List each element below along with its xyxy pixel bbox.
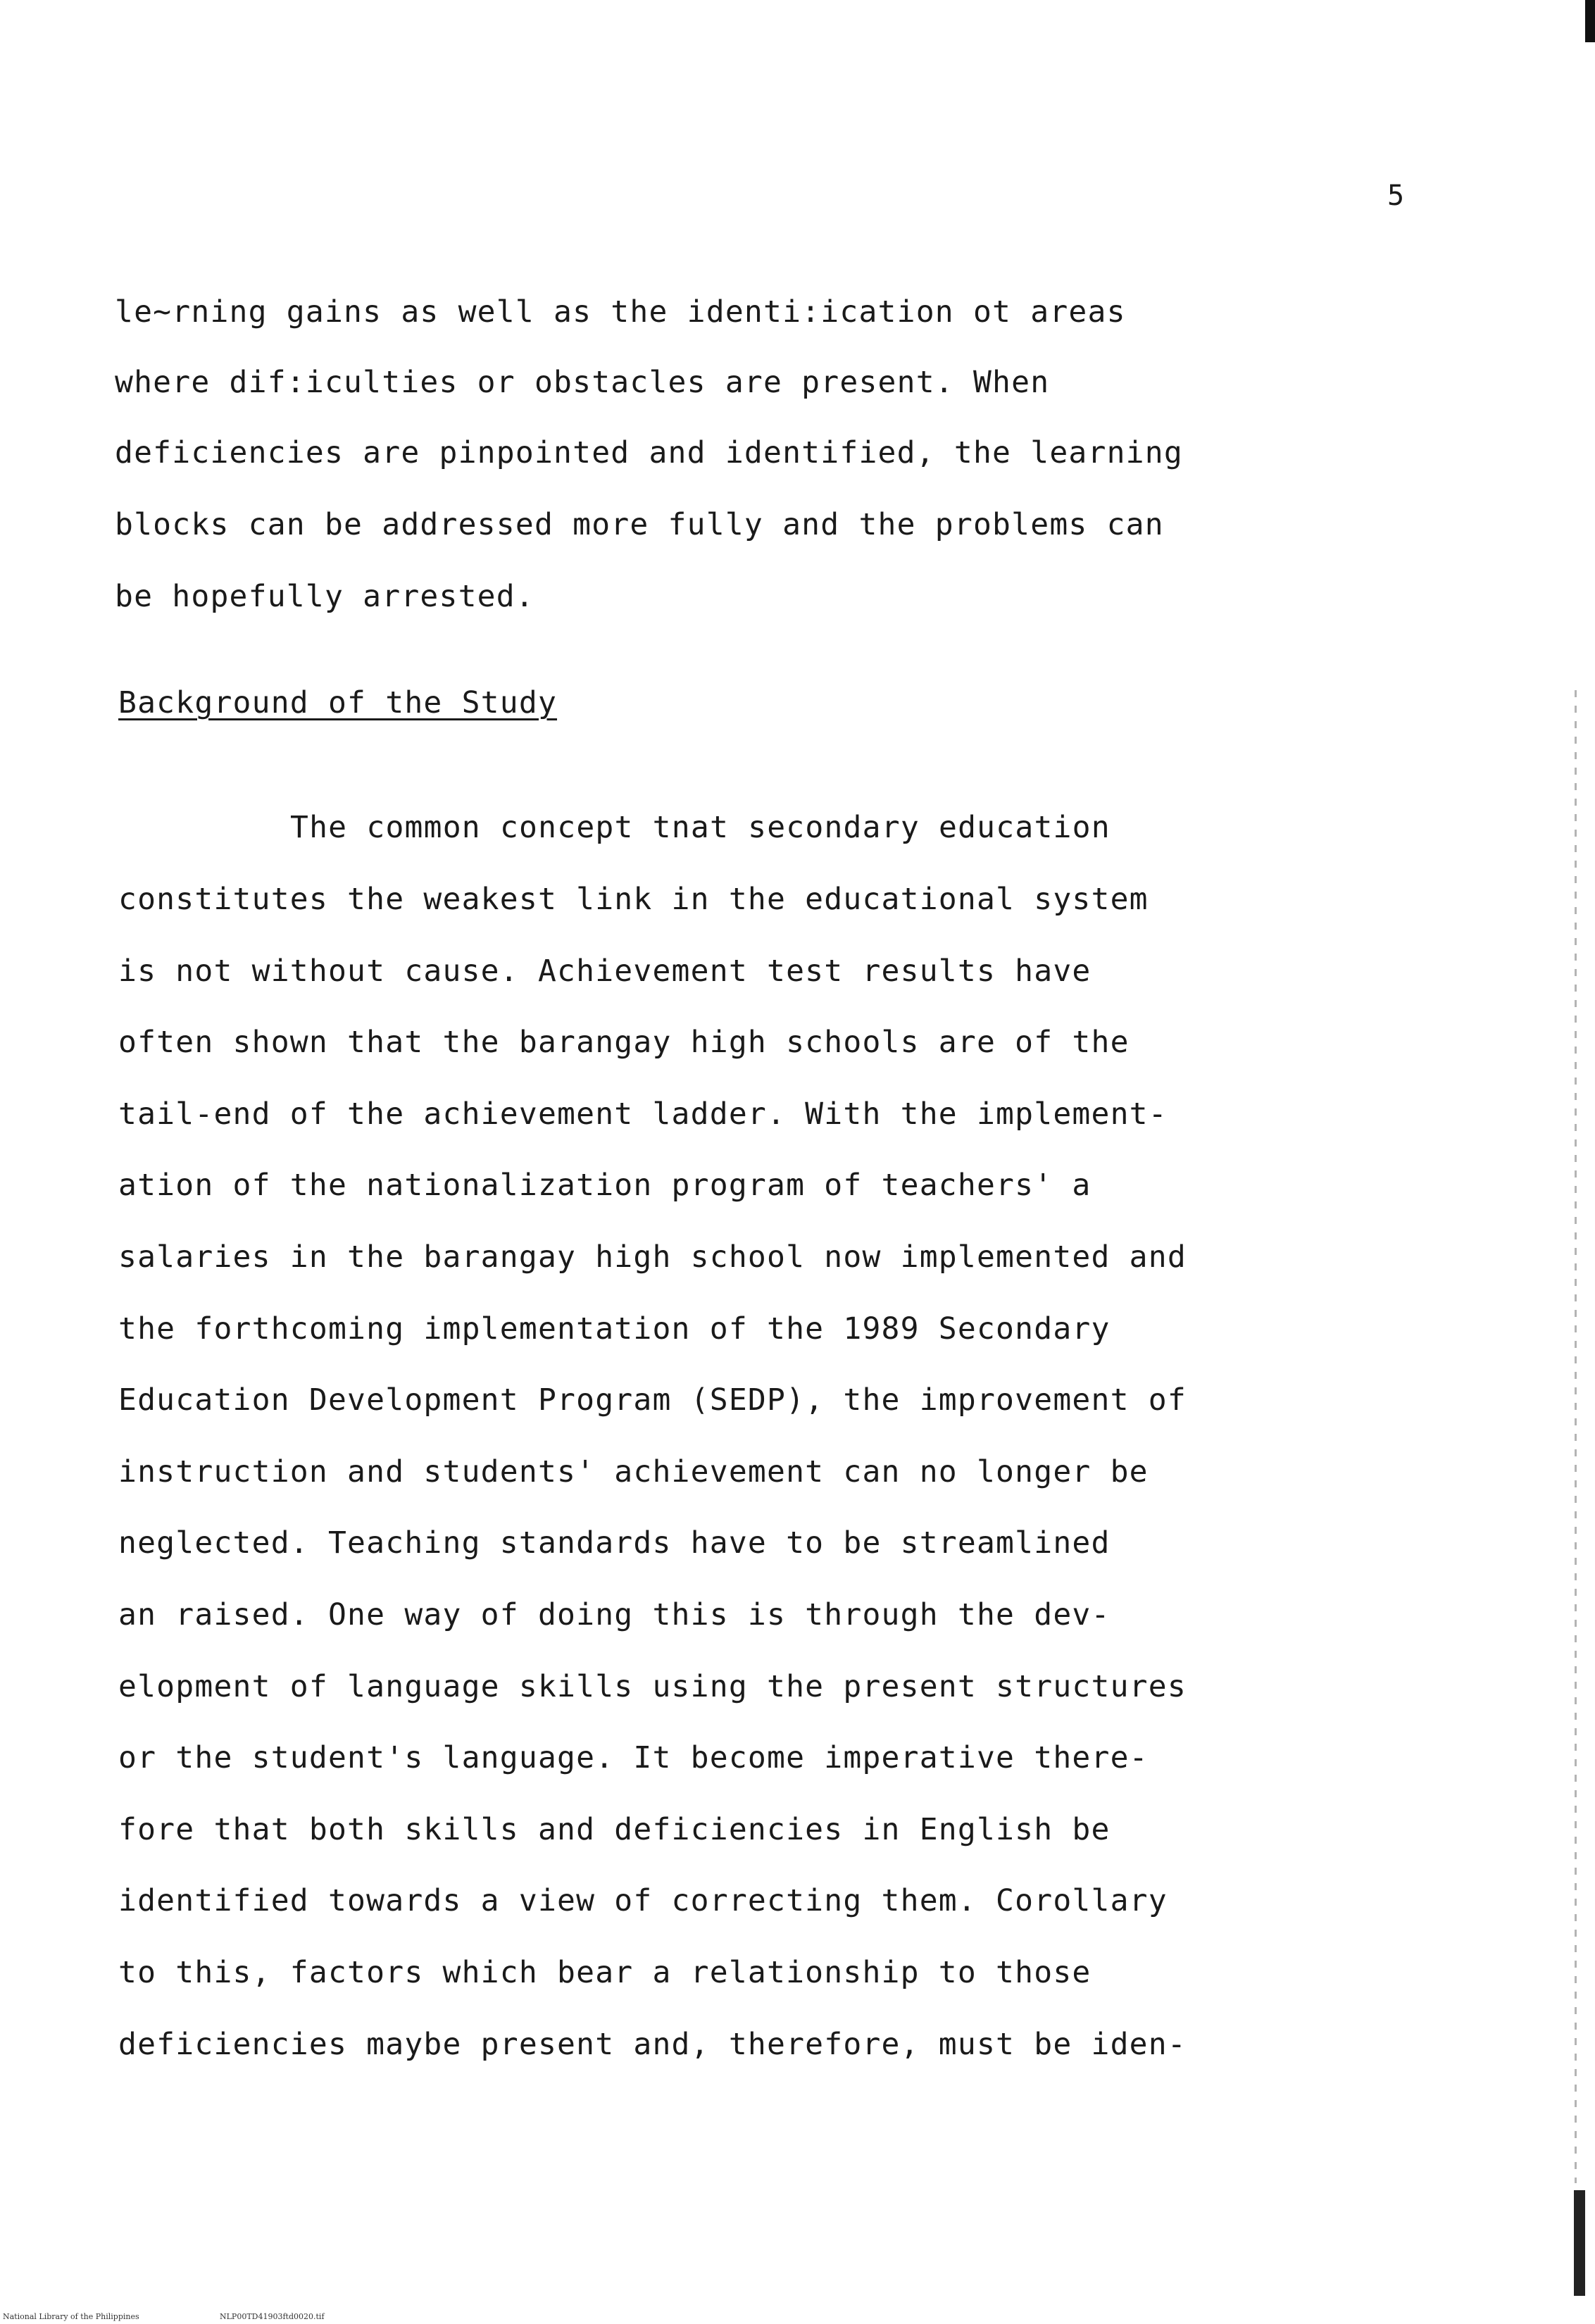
scan-edge-dotted-line (1575, 690, 1577, 2183)
text-line: or the student's language. It become imperative there- (118, 1740, 1149, 1775)
text-line: blocks can be addressed more fully and the problems can (115, 507, 1164, 542)
text-line: identified towards a view of correcting them. Corollary (118, 1883, 1168, 1918)
text-line: tail-end of the achievement ladder. With the implement- (118, 1097, 1168, 1132)
text-line: constitutes the weakest link in the educational system (118, 882, 1149, 917)
section-heading: Background of the Study (118, 685, 558, 720)
footer-library-name: National Library of the Philippines (3, 2312, 139, 2321)
text-line: elopment of language skills using the present structures (118, 1669, 1187, 1704)
text-line: ation of the nationalization program of teachers' a (118, 1168, 1092, 1203)
page-number: 5 (1387, 180, 1405, 212)
text-line: deficiencies maybe present and, therefore, must be iden- (118, 2027, 1187, 2062)
footer-file-name: NLP00TD41903ftd0020.tif (220, 2312, 325, 2321)
scan-edge-mark (1585, 0, 1595, 42)
text-line: le~rning gains as well as the identi:ication ot areas (115, 294, 1126, 330)
text-line: where dif:iculties or obstacles are present. When (115, 365, 1050, 400)
text-line: is not without cause. Achievement test results have (118, 954, 1092, 989)
text-line: instruction and students' achievement can no longer be (118, 1454, 1149, 1489)
text-line: to this, factors which bear a relationship to those (118, 1955, 1092, 1990)
text-line: often shown that the barangay high schools are of the (118, 1025, 1130, 1060)
text-line: fore that both skills and deficiencies in English be (118, 1812, 1111, 1847)
text-line: salaries in the barangay high school now implemented and (118, 1239, 1187, 1275)
text-line: an raised. One way of doing this is through the dev- (118, 1597, 1111, 1632)
text-line: be hopefully arrested. (115, 579, 534, 614)
text-line: The common concept tnat secondary education (290, 810, 1111, 845)
scan-edge-mark (1574, 2190, 1585, 2296)
text-line: neglected. Teaching standards have to be streamlined (118, 1525, 1111, 1561)
text-line: deficiencies are pinpointed and identified, the learning (115, 435, 1183, 470)
text-line: the forthcoming implementation of the 1989 Secondary (118, 1311, 1111, 1347)
text-line: Education Development Program (SEDP), the improvement of (118, 1382, 1187, 1418)
